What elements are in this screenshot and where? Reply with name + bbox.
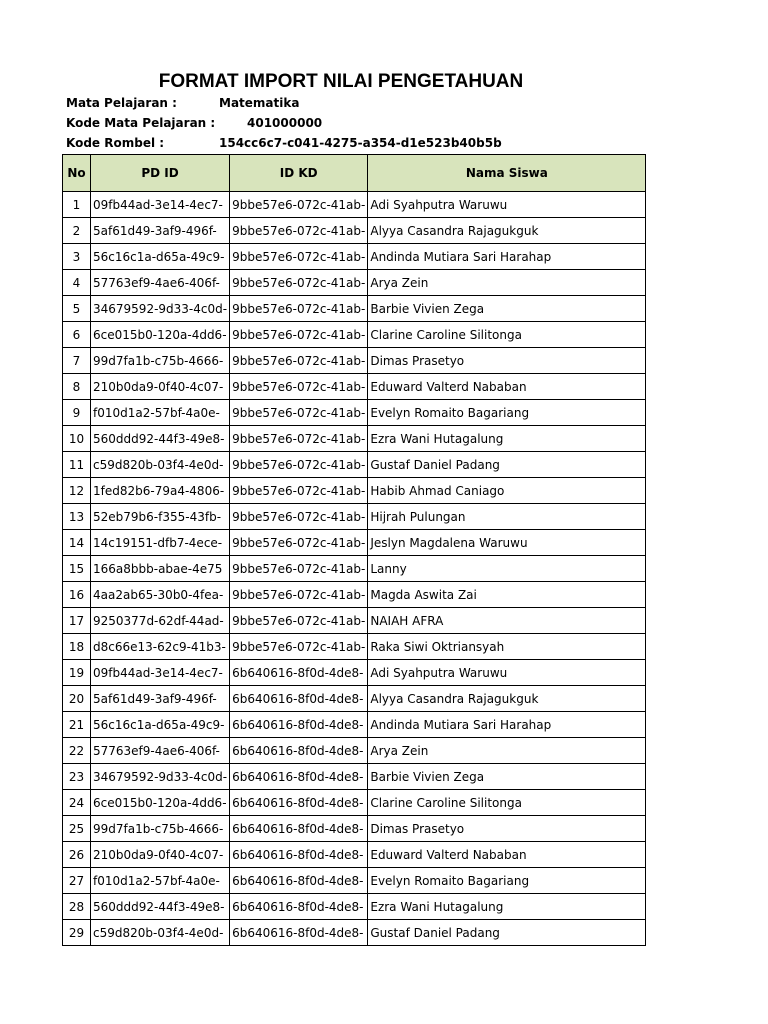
table-row	[63, 634, 646, 660]
cell-nama-siswa[interactable]: Dimas Prasetyo	[368, 816, 646, 842]
cell-id-kd[interactable]: 9bbe57e6-072c-41ab-	[230, 270, 368, 296]
cell-no[interactable]: 9	[63, 400, 91, 426]
table-row	[63, 504, 646, 530]
cell-id-kd[interactable]: 9bbe57e6-072c-41ab-	[230, 374, 368, 400]
cell-pd-id[interactable]: 210b0da9-0f40-4c07-	[91, 374, 230, 400]
cell-id-kd[interactable]: 6b640616-8f0d-4de8-	[230, 868, 368, 894]
cell-id-kd[interactable]: 9bbe57e6-072c-41ab-	[230, 192, 368, 218]
table-row	[63, 192, 646, 218]
cell-nama-siswa[interactable]: Barbie Vivien Zega	[368, 764, 646, 790]
table-row	[63, 348, 646, 374]
cell-no[interactable]: 24	[63, 790, 91, 816]
header-nama-siswa: Nama Siswa	[368, 155, 646, 192]
cell-nama-siswa[interactable]: Adi Syahputra Waruwu	[368, 192, 646, 218]
table-row	[63, 296, 646, 322]
cell-nama-siswa[interactable]: Andinda Mutiara Sari Harahap	[368, 712, 646, 738]
cell-nama-siswa[interactable]: Andinda Mutiara Sari Harahap	[368, 244, 646, 270]
table-row	[63, 530, 646, 556]
cell-pd-id[interactable]: 34679592-9d33-4c0d-	[91, 764, 230, 790]
cell-pd-id[interactable]: 09fb44ad-3e14-4ec7-	[91, 192, 230, 218]
table-row	[63, 218, 646, 244]
cell-no[interactable]: 28	[63, 894, 91, 920]
cell-nama-siswa[interactable]: Jeslyn Magdalena Waruwu	[368, 530, 646, 556]
cell-pd-id[interactable]: 9250377d-62df-44ad-	[91, 608, 230, 634]
table-row	[63, 322, 646, 348]
cell-pd-id[interactable]: 09fb44ad-3e14-4ec7-	[91, 660, 230, 686]
cell-pd-id[interactable]: 4aa2ab65-30b0-4fea-	[91, 582, 230, 608]
cell-nama-siswa[interactable]: Eduward Valterd Nababan	[368, 842, 646, 868]
table-row	[63, 842, 646, 868]
cell-nama-siswa[interactable]: Gustaf Daniel Padang	[368, 920, 646, 946]
cell-nama-siswa[interactable]: Evelyn Romaito Bagariang	[368, 868, 646, 894]
cell-id-kd[interactable]: 9bbe57e6-072c-41ab-	[230, 426, 368, 452]
cell-nama-siswa[interactable]: Magda Aswita Zai	[368, 582, 646, 608]
table-row	[63, 556, 646, 582]
cell-id-kd[interactable]: 6b640616-8f0d-4de8-	[230, 816, 368, 842]
cell-pd-id[interactable]: 52eb79b6-f355-43fb-	[91, 504, 230, 530]
cell-id-kd[interactable]: 9bbe57e6-072c-41ab-	[230, 478, 368, 504]
mapel-value: Matematika	[219, 96, 300, 110]
cell-id-kd[interactable]: 9bbe57e6-072c-41ab-	[230, 400, 368, 426]
cell-nama-siswa[interactable]: Evelyn Romaito Bagariang	[368, 400, 646, 426]
cell-nama-siswa[interactable]: Clarine Caroline Silitonga	[368, 322, 646, 348]
cell-id-kd[interactable]: 6b640616-8f0d-4de8-	[230, 712, 368, 738]
page-title: FORMAT IMPORT NILAI PENGETAHUAN	[158, 71, 524, 92]
table-row	[63, 894, 646, 920]
cell-id-kd[interactable]: 6b640616-8f0d-4de8-	[230, 894, 368, 920]
kode-value: 401000000	[247, 116, 323, 130]
cell-pd-id[interactable]: 99d7fa1b-c75b-4666-	[91, 816, 230, 842]
cell-id-kd[interactable]: 9bbe57e6-072c-41ab-	[230, 296, 368, 322]
cell-id-kd[interactable]: 6b640616-8f0d-4de8-	[230, 790, 368, 816]
cell-no[interactable]: 21	[63, 712, 91, 738]
cell-nama-siswa[interactable]: Lanny	[368, 556, 646, 582]
cell-id-kd[interactable]: 9bbe57e6-072c-41ab-	[230, 608, 368, 634]
rombel-value: 154cc6c7-c041-4275-a354-d1e523b40b5b	[219, 136, 502, 150]
cell-nama-siswa[interactable]: Ezra Wani Hutagalung	[368, 894, 646, 920]
cell-pd-id[interactable]: 56c16c1a-d65a-49c9-	[91, 712, 230, 738]
nilai-table	[62, 154, 646, 946]
cell-nama-siswa[interactable]: Habib Ahmad Caniago	[368, 478, 646, 504]
cell-no[interactable]: 10	[63, 426, 91, 452]
cell-pd-id[interactable]: c59d820b-03f4-4e0d-	[91, 452, 230, 478]
cell-pd-id[interactable]: 6ce015b0-120a-4dd6-	[91, 790, 230, 816]
cell-id-kd[interactable]: 9bbe57e6-072c-41ab-	[230, 244, 368, 270]
table-row	[63, 686, 646, 712]
cell-pd-id[interactable]: 5af61d49-3af9-496f-	[91, 218, 230, 244]
cell-no[interactable]: 20	[63, 686, 91, 712]
table-row	[63, 478, 646, 504]
header-id-kd: ID KD	[230, 155, 368, 192]
cell-id-kd[interactable]: 6b640616-8f0d-4de8-	[230, 738, 368, 764]
cell-id-kd[interactable]: 6b640616-8f0d-4de8-	[230, 920, 368, 946]
cell-id-kd[interactable]: 9bbe57e6-072c-41ab-	[230, 556, 368, 582]
table-row	[63, 426, 646, 452]
cell-pd-id[interactable]: 210b0da9-0f40-4c07-	[91, 842, 230, 868]
cell-pd-id[interactable]: 57763ef9-4ae6-406f-	[91, 738, 230, 764]
table-row	[63, 816, 646, 842]
cell-pd-id[interactable]: 56c16c1a-d65a-49c9-	[91, 244, 230, 270]
kode-label: Kode Mata Pelajaran :	[66, 116, 216, 130]
cell-no[interactable]: 29	[63, 920, 91, 946]
cell-id-kd[interactable]: 6b640616-8f0d-4de8-	[230, 686, 368, 712]
cell-nama-siswa[interactable]: Hijrah Pulungan	[368, 504, 646, 530]
cell-id-kd[interactable]: 9bbe57e6-072c-41ab-	[230, 634, 368, 660]
table-row	[63, 270, 646, 296]
cell-pd-id[interactable]: c59d820b-03f4-4e0d-	[91, 920, 230, 946]
mapel-label: Mata Pelajaran :	[66, 96, 177, 110]
cell-no[interactable]: 4	[63, 270, 91, 296]
cell-no[interactable]: 3	[63, 244, 91, 270]
cell-no[interactable]: 19	[63, 660, 91, 686]
cell-pd-id[interactable]: 5af61d49-3af9-496f-	[91, 686, 230, 712]
cell-no[interactable]: 14	[63, 530, 91, 556]
cell-id-kd[interactable]: 9bbe57e6-072c-41ab-	[230, 582, 368, 608]
cell-pd-id[interactable]: 34679592-9d33-4c0d-	[91, 296, 230, 322]
cell-id-kd[interactable]: 9bbe57e6-072c-41ab-	[230, 348, 368, 374]
cell-no[interactable]: 15	[63, 556, 91, 582]
table-row	[63, 712, 646, 738]
cell-id-kd[interactable]: 6b640616-8f0d-4de8-	[230, 660, 368, 686]
cell-nama-siswa[interactable]: Eduward Valterd Nababan	[368, 374, 646, 400]
cell-no[interactable]: 6	[63, 322, 91, 348]
cell-no[interactable]: 2	[63, 218, 91, 244]
header-pd-id: PD ID	[91, 155, 230, 192]
cell-pd-id[interactable]: 166a8bbb-abae-4e75	[91, 556, 230, 582]
cell-nama-siswa[interactable]: NAIAH AFRA	[368, 608, 646, 634]
cell-pd-id[interactable]: 1fed82b6-79a4-4806-	[91, 478, 230, 504]
table-row	[63, 582, 646, 608]
cell-no[interactable]: 8	[63, 374, 91, 400]
cell-no[interactable]: 13	[63, 504, 91, 530]
cell-no[interactable]: 1	[63, 192, 91, 218]
table-row	[63, 868, 646, 894]
table-row	[63, 452, 646, 478]
table-row	[63, 244, 646, 270]
cell-no[interactable]: 17	[63, 608, 91, 634]
cell-nama-siswa[interactable]: Alyya Casandra Rajagukguk	[368, 686, 646, 712]
cell-id-kd[interactable]: 9bbe57e6-072c-41ab-	[230, 218, 368, 244]
table-header-row	[63, 155, 646, 192]
cell-nama-siswa[interactable]: Adi Syahputra Waruwu	[368, 660, 646, 686]
cell-no[interactable]: 7	[63, 348, 91, 374]
cell-id-kd[interactable]: 9bbe57e6-072c-41ab-	[230, 530, 368, 556]
cell-nama-siswa[interactable]: Ezra Wani Hutagalung	[368, 426, 646, 452]
table-row	[63, 374, 646, 400]
table-row	[63, 660, 646, 686]
table-body	[63, 192, 646, 946]
cell-no[interactable]: 12	[63, 478, 91, 504]
cell-no[interactable]: 23	[63, 764, 91, 790]
cell-id-kd[interactable]: 9bbe57e6-072c-41ab-	[230, 322, 368, 348]
cell-no[interactable]: 11	[63, 452, 91, 478]
cell-pd-id[interactable]: d8c66e13-62c9-41b3-	[91, 634, 230, 660]
cell-nama-siswa[interactable]: Arya Zein	[368, 270, 646, 296]
cell-pd-id[interactable]: 57763ef9-4ae6-406f-	[91, 270, 230, 296]
cell-nama-siswa[interactable]: Dimas Prasetyo	[368, 348, 646, 374]
table-row	[63, 738, 646, 764]
cell-id-kd[interactable]: 6b640616-8f0d-4de8-	[230, 764, 368, 790]
cell-no[interactable]: 27	[63, 868, 91, 894]
cell-nama-siswa[interactable]: Alyya Casandra Rajagukguk	[368, 218, 646, 244]
table-row	[63, 608, 646, 634]
cell-no[interactable]: 22	[63, 738, 91, 764]
cell-nama-siswa[interactable]: Gustaf Daniel Padang	[368, 452, 646, 478]
cell-no[interactable]: 25	[63, 816, 91, 842]
cell-nama-siswa[interactable]: Arya Zein	[368, 738, 646, 764]
cell-nama-siswa[interactable]: Raka Siwi Oktriansyah	[368, 634, 646, 660]
cell-no[interactable]: 26	[63, 842, 91, 868]
cell-pd-id[interactable]: 14c19151-dfb7-4ece-	[91, 530, 230, 556]
table-row	[63, 764, 646, 790]
table-row	[63, 400, 646, 426]
cell-no[interactable]: 5	[63, 296, 91, 322]
cell-no[interactable]: 18	[63, 634, 91, 660]
table-row	[63, 920, 646, 946]
header-no: No	[63, 155, 91, 192]
cell-no[interactable]: 16	[63, 582, 91, 608]
cell-id-kd[interactable]: 9bbe57e6-072c-41ab-	[230, 504, 368, 530]
cell-pd-id[interactable]: f010d1a2-57bf-4a0e-	[91, 868, 230, 894]
cell-nama-siswa[interactable]: Barbie Vivien Zega	[368, 296, 646, 322]
rombel-label: Kode Rombel :	[66, 136, 165, 150]
cell-pd-id[interactable]: 560ddd92-44f3-49e8-	[91, 894, 230, 920]
cell-pd-id[interactable]: f010d1a2-57bf-4a0e-	[91, 400, 230, 426]
table-row	[63, 790, 646, 816]
cell-pd-id[interactable]: 560ddd92-44f3-49e8-	[91, 426, 230, 452]
cell-id-kd[interactable]: 9bbe57e6-072c-41ab-	[230, 452, 368, 478]
cell-id-kd[interactable]: 6b640616-8f0d-4de8-	[230, 842, 368, 868]
cell-pd-id[interactable]: 6ce015b0-120a-4dd6-	[91, 322, 230, 348]
cell-pd-id[interactable]: 99d7fa1b-c75b-4666-	[91, 348, 230, 374]
cell-nama-siswa[interactable]: Clarine Caroline Silitonga	[368, 790, 646, 816]
